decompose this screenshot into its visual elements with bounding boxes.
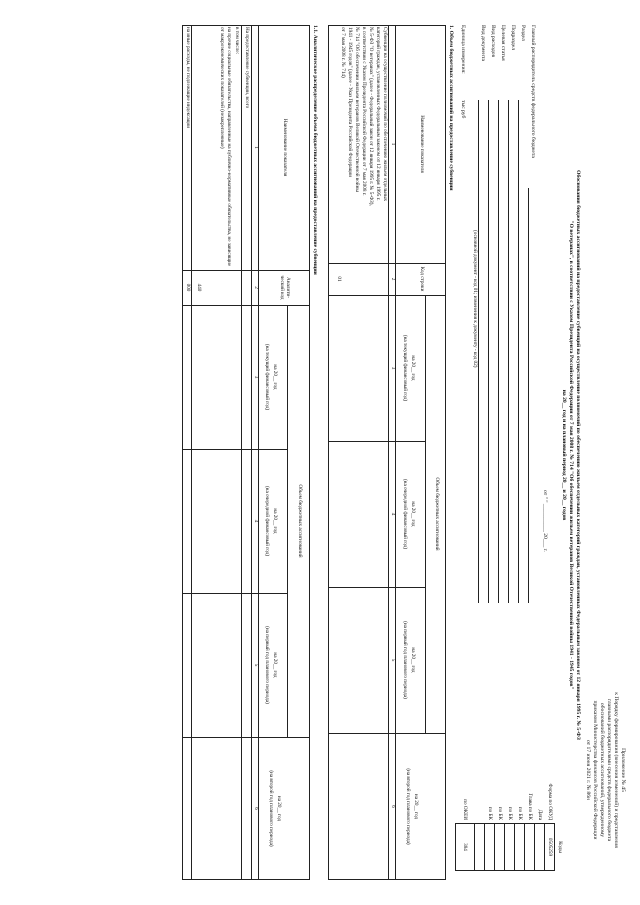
s11-header-y1: на 20__ год (271, 364, 278, 390)
s11-col-num: 5 (253, 663, 260, 667)
s11-row-name: в том числе: (234, 27, 240, 55)
s11-header-y2: на 20__ год (271, 508, 278, 534)
s11-header-y1-sub: (на текущий финансовый год) (264, 343, 270, 411)
field-label: Целевая статья (500, 25, 506, 61)
s11-col-num: 3 (253, 375, 260, 379)
field-label: Вид документа (480, 25, 486, 61)
s1-row-name-line: 1941 - 1945 годов" (далее - Указ Президента Российской Федерации (347, 27, 353, 177)
s11-header-code: Аналити- ческий код (279, 275, 292, 300)
s1-header-name: Наименование показателя (418, 115, 425, 173)
s11-header-y4: на 20__ год (275, 795, 282, 822)
s11-header-name: Наименование показателя (282, 118, 289, 177)
appendix-line: от 17 июня 2021 г. № 86н (585, 739, 591, 801)
s11-col-num: 4 (253, 519, 260, 523)
appendix-line: главными распорядителями средств федерального бюджета (606, 698, 612, 842)
s1-row-name-line: № 5-ФЗ "О ветеранах" (далее - Федеральный закон от 12 января 1995 г. № 5-ФЗ), (368, 27, 374, 206)
codes-row-label: Дата (537, 809, 543, 820)
appendix-line: к Порядку формирования (внесения изменений) и представления (613, 692, 619, 848)
okei-value: 384 (462, 843, 468, 851)
unit-label: Единица измерения: (460, 25, 466, 74)
okei-label: по ОКЕИ (462, 799, 468, 820)
s11-header-y3-sub: (на первый год планового периода) (264, 626, 270, 704)
codes-row-label: по БК (497, 806, 503, 820)
s11-row-name: на иные расходы, не подлежащие индексации (185, 27, 191, 128)
field-line[interactable] (508, 100, 509, 603)
field-line[interactable] (478, 100, 479, 603)
field-line[interactable] (498, 100, 499, 603)
s11-row-code: 440 (195, 283, 202, 292)
s11-row-code (242, 270, 252, 305)
s11-header-y2-sub: (на очередной финансовый год) (264, 485, 270, 557)
s1-row-name-line: в соответствии с Указом Президента Российской Федерации от 7 мая 2008 г. (361, 27, 367, 196)
codes-row-label: по БК (487, 806, 493, 820)
appendix-title: Приложение № 45 (620, 748, 626, 792)
s1-col-num: 2 (390, 277, 397, 281)
s1-row-name-line: от 7 мая 2008 г. № 714) (340, 27, 346, 78)
s1-header-y4: на 20__ год (412, 793, 419, 820)
codes-header: Коды (557, 841, 563, 853)
codes-row-label: Глава по БК (527, 793, 533, 820)
s1-header-y4-sub: (на второй год планового периода) (405, 768, 411, 845)
s11-col-num: 2 (253, 286, 260, 289)
s1-header-y3: на 20__ год (409, 647, 416, 673)
field-label: Главный распорядитель средств федерального бюджета (530, 25, 536, 158)
s1-col-num: 4 (390, 512, 397, 516)
s1-header-y2: на 20__ год (409, 501, 416, 527)
field-label: Раздел (520, 25, 526, 41)
s11-header-y4-sub: (на второй год планового периода) (268, 770, 274, 847)
s11-col-num: 6 (253, 807, 260, 810)
date-line: от " " __________ 20___ г. (542, 490, 548, 552)
field-line[interactable] (518, 100, 519, 603)
s11-header-y3: на 20__ год (271, 652, 278, 678)
s11-header-group: Объем бюджетных ассигнований (296, 484, 303, 558)
s11-row-name: На предоставление субвенции, всего (244, 27, 250, 109)
codes-row-label: по БК (517, 806, 523, 820)
s1-header-y1: на 20__ год (409, 355, 416, 381)
s1-header-y3-sub: (на первый год планового периода) (402, 621, 408, 699)
s1-row-name-line: Субвенции на осуществление полномочий по обеспечению жильем отдельных (382, 27, 388, 202)
codes-row-label: по БК (507, 806, 513, 820)
s1-header-code: Код строки (418, 266, 425, 292)
s11-col-num: 1 (253, 146, 260, 149)
unit-value: тыс руб (460, 100, 466, 119)
s1-row-code: 01 (335, 276, 342, 282)
okud-label: Форма по ОКУД (547, 783, 553, 820)
s1-col-num: 5 (390, 658, 397, 662)
s11-row-code: 000 (184, 283, 191, 292)
doc-hint: (основной документ - код 01; изменения к документу - код 02) (472, 230, 478, 368)
s11-row-name: на прочие социальные обязательства, направленные на публично-нормативные обязательства, не зависящие от макроэкономических показателей (незакрепленные) (218, 27, 232, 267)
s1-row-name-line: категорий граждан, установленных Федеральным законом от 12 января 1995 г. (375, 27, 381, 201)
field-label: Вид расходов (490, 25, 496, 58)
s1-header-y2-sub: (на очередной финансовый год) (402, 478, 408, 550)
section1-title: 1. Объем бюджетных ассигнований на предоставление субвенции (448, 25, 454, 191)
s1-row-name-line: № 714 "Об обеспечении жильем ветеранов Великой Отечественной войны (354, 27, 360, 192)
appendix-line: приказом Министерства финансов Российской Федерации (592, 700, 598, 840)
heading-line-2: "О ветеранах", в соответствии с Указом Президента Российской Федерации от 7 мая 2008 г. № 714 "Об обеспечении жильем ветеранов Великой Отечественной войны 1941 - 1945 годов" (568, 220, 574, 690)
field-line[interactable] (528, 188, 529, 603)
s1-header-group: Объем бюджетных ассигнований (433, 477, 440, 551)
okud-value: 0505259 (547, 837, 553, 857)
heading-line-1: Обоснования бюджетных ассигнований на предоставление субвенций на осуществление полномочий по обеспечению жильем отдельных категорий граждан, установленных Федеральным законом от 12 января 1995 г. № 5-ФЗ (575, 170, 581, 740)
field-label: Подраздел (510, 25, 516, 51)
field-line[interactable] (488, 100, 489, 603)
section11-title: 1.1. Аналитическое распределение объема бюджетных ассигнований на предоставление субвенции (312, 25, 318, 275)
s1-header-y1-sub: (на текущий финансовый год) (402, 334, 408, 402)
appendix-line: обоснований бюджетных ассигнований, утвержденному (599, 702, 605, 838)
codes-box (455, 823, 555, 871)
s1-col-num: 1 (390, 142, 397, 146)
s1-col-num: 3 (390, 366, 397, 370)
s1-col-num: 6 (390, 805, 397, 808)
heading-line-3: на 20__ год и на плановый период 20__ и 20__ годов (561, 389, 567, 521)
